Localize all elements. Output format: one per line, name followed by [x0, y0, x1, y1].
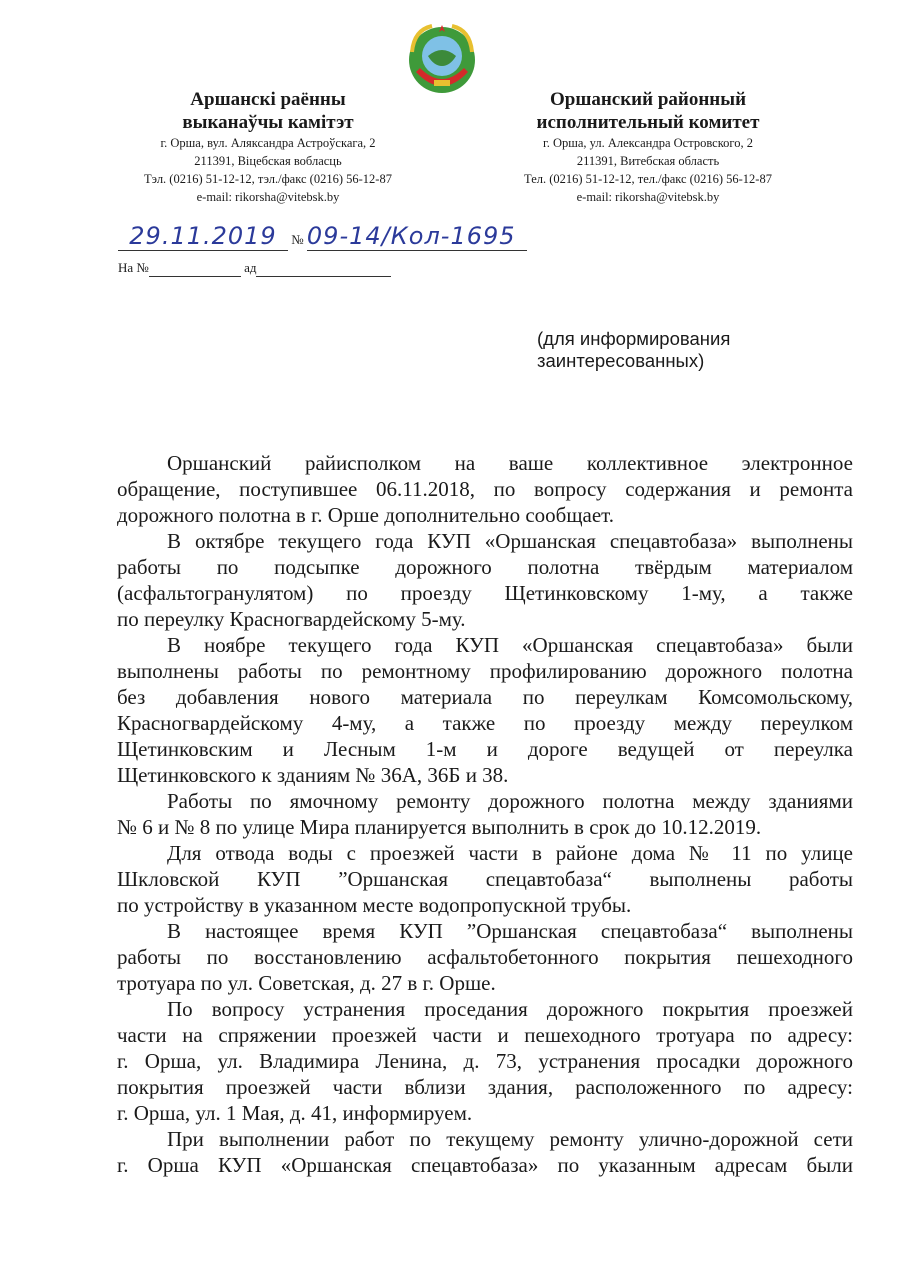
- org-name-line: Аршанскі раённы: [190, 89, 346, 110]
- paragraph-line: Красногвардейскому 4-му, а также по проезду между переулком: [117, 711, 853, 735]
- state-emblem-icon: [406, 22, 478, 98]
- paragraph-line: В октябре текущего года КУП «Оршанская спецавтобаза» выполнены: [167, 529, 853, 553]
- paragraph: [117, 450, 853, 528]
- paragraph-line: по переулку Красногвардейскому 5-му.: [117, 607, 466, 631]
- header-russian: [478, 88, 818, 206]
- registration-line: [118, 222, 527, 251]
- number-label: №: [291, 232, 304, 247]
- phone-line: Тэл. (0216) 51-12-12, тэл./факс (0216) 56-12-87: [144, 172, 392, 186]
- paragraph: [117, 996, 853, 1126]
- paragraph: [117, 788, 853, 840]
- paragraph-line: В ноябре текущего года КУП «Оршанская спецавтобаза» были: [167, 633, 853, 657]
- paragraph-line: При выполнении работ по текущему ремонту улично-дорожной сети: [167, 1127, 853, 1151]
- paragraph: [117, 632, 853, 788]
- address-line: г. Орша, вул. Аляксандра Астроўскага, 2: [160, 136, 376, 150]
- paragraph-line: обращение, поступившее 06.11.2018, по вопросу содержания и ремонта: [117, 477, 853, 501]
- reply-label: На №: [118, 260, 149, 275]
- header-belarusian: [98, 88, 438, 206]
- addressee-line: (для информирования: [537, 328, 731, 349]
- paragraph: [117, 840, 853, 918]
- paragraph-line: Щетинковским и Лесным 1-м и дороге ведущей от переулка: [117, 737, 853, 761]
- postal-line: 211391, Віцебская вобласць: [194, 154, 342, 168]
- paragraph-line: работы по восстановлению асфальтобетонного покрытия пешеходного: [117, 945, 853, 969]
- paragraph-line: г. Орша, ул. Владимира Ленина, д. 73, устранения просадки дорожного: [117, 1049, 853, 1073]
- email-line: e-mail: rikorsha@vitebsk.by: [196, 190, 340, 204]
- paragraph-line: В настоящее время КУП ”Оршанская спецавтобаза“ выполнены: [167, 919, 853, 943]
- paragraph: [117, 1126, 853, 1178]
- paragraph-line: дорожного полотна в г. Орше дополнительно сообщает.: [117, 503, 615, 527]
- paragraph-line: Шкловской КУП ”Оршанская спецавтобаза“ выполнены работы: [117, 867, 853, 891]
- postal-line: 211391, Витебская область: [576, 154, 720, 168]
- phone-line: Тел. (0216) 51-12-12, тел./факс (0216) 56-12-87: [524, 172, 772, 186]
- paragraph-line: г. Орша, ул. 1 Мая, д. 41, информируем.: [117, 1101, 473, 1125]
- paragraph-line: Для отвода воды с проезжей части в районе дома № 11 по улице: [167, 841, 853, 865]
- org-name-line: Оршанский районный: [549, 89, 747, 110]
- from-label: ад: [244, 260, 257, 275]
- paragraph-line: части на спряжении проезжей части и пешеходного тротуара по адресу:: [117, 1023, 853, 1047]
- paragraph: [117, 918, 853, 996]
- handwritten-number: 09-14/Кол-1695: [307, 222, 527, 251]
- paragraph-line: Щетинковского к зданиям № 36А, 36Б и 38.: [117, 763, 509, 787]
- handwritten-date: 29.11.2019: [118, 222, 288, 251]
- paragraph-line: по устройству в указанном месте водопропускной трубы.: [117, 893, 632, 917]
- paragraph-line: (асфальтогранулятом) по проезду Щетинковскому 1-му, а также: [117, 581, 853, 605]
- paragraph-line: Оршанский райисполком на ваше коллективное электронное: [167, 451, 853, 475]
- org-name-line: выканаўчы камітэт: [182, 112, 354, 133]
- paragraph-line: работы по подсыпке дорожного полотна твёрдым материалом: [117, 555, 853, 579]
- reply-reference: [118, 260, 391, 277]
- paragraph-line: без добавления нового материала по переулкам Комсомольскому,: [117, 685, 853, 709]
- email-line: e-mail: rikorsha@vitebsk.by: [576, 190, 720, 204]
- paragraph: [117, 528, 853, 632]
- address-line: г. Орша, ул. Александра Островского, 2: [543, 136, 753, 150]
- paragraph-line: тротуара по ул. Советская, д. 27 в г. Орше.: [117, 971, 496, 995]
- paragraph-line: выполнены работы по ремонтному профилированию дорожного полотна: [117, 659, 853, 683]
- paragraph-line: № 6 и № 8 по улице Мира планируется выполнить в срок до 10.12.2019.: [117, 815, 762, 839]
- letter-body: [117, 450, 853, 1178]
- paragraph-line: покрытия проезжей части вблизи здания, расположенного по адресу:: [117, 1075, 853, 1099]
- paragraph-line: По вопросу устранения проседания дорожного покрытия проезжей: [167, 997, 853, 1021]
- addressee-line: заинтересованных): [537, 350, 705, 371]
- paragraph-line: Работы по ямочному ремонту дорожного полотна между зданиями: [167, 789, 853, 813]
- paragraph-line: г. Орша КУП «Оршанская спецавтобаза» по указанным адресам были: [117, 1153, 853, 1177]
- org-name-line: исполнительный комитет: [536, 112, 760, 133]
- addressee: [537, 328, 730, 372]
